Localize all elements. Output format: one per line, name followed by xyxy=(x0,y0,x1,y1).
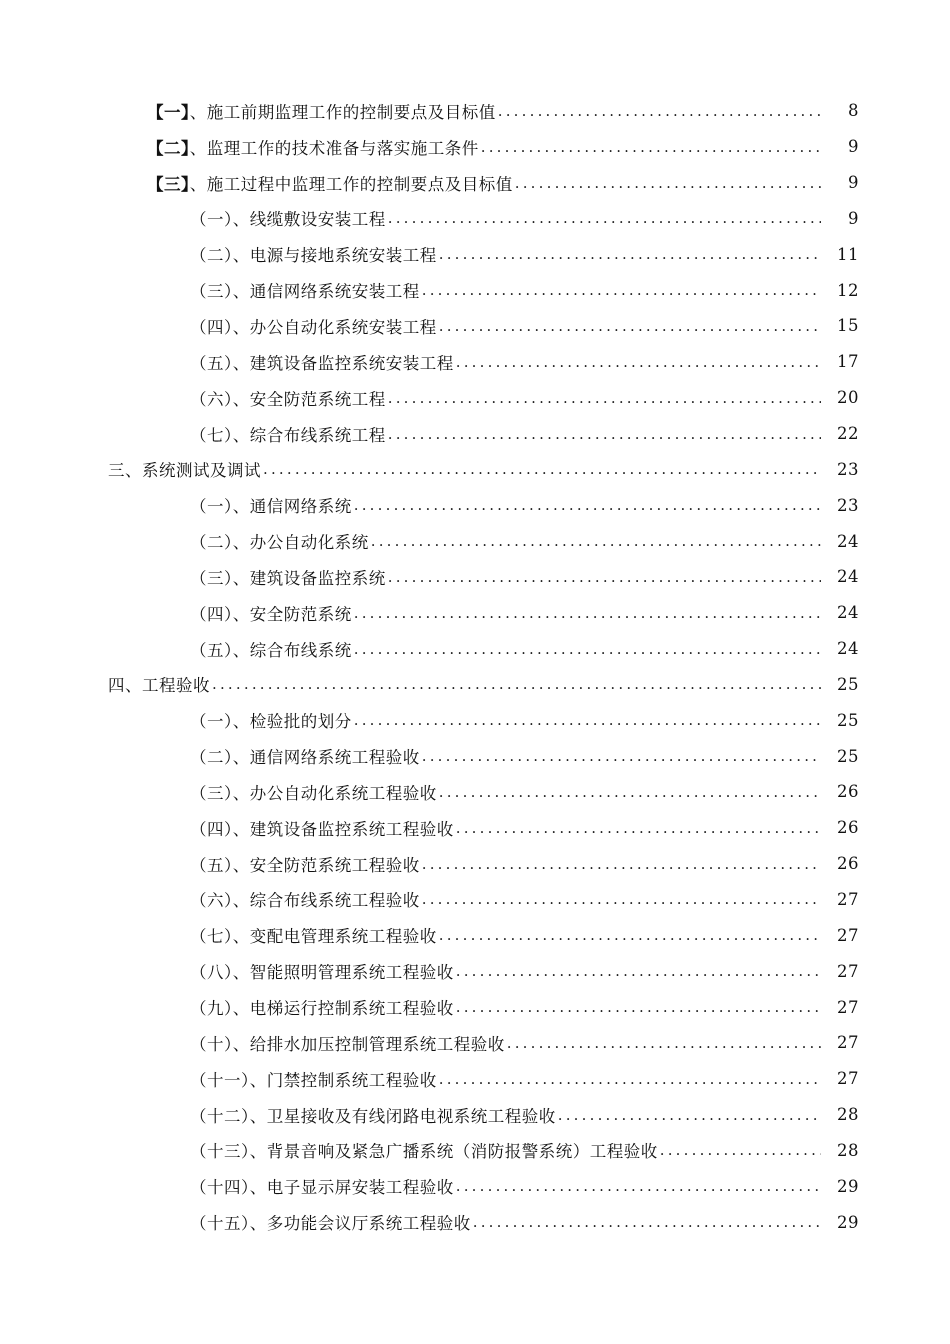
dot-leader xyxy=(439,1070,821,1088)
toc-entry-text: （七）、综合布线系统工程 xyxy=(190,425,386,445)
toc-page-number: 12 xyxy=(837,280,859,300)
toc-entry-title xyxy=(190,493,352,517)
toc-entry-marker: 【三】 xyxy=(147,174,190,194)
toc-page-number: 9 xyxy=(848,208,859,228)
toc-entry[interactable] xyxy=(0,129,950,165)
toc-entry-title xyxy=(147,171,513,195)
dot-leader xyxy=(439,783,821,801)
toc-entry[interactable] xyxy=(0,93,950,129)
toc-entry-title xyxy=(190,744,420,768)
dot-leader xyxy=(456,962,821,980)
dot-leader xyxy=(456,1177,821,1195)
toc-page-number: 8 xyxy=(848,101,859,121)
toc-page-number: 17 xyxy=(837,352,859,372)
toc-page-number: 27 xyxy=(837,889,859,909)
toc-entry-title xyxy=(108,457,261,481)
toc-entry-title xyxy=(108,672,210,696)
toc-entry-title xyxy=(190,1103,556,1127)
toc-entry-title xyxy=(190,923,437,947)
toc-page-number: 22 xyxy=(837,424,859,444)
toc-entry[interactable] xyxy=(0,344,950,380)
toc-page-number: 29 xyxy=(837,1176,859,1196)
toc-entry-title xyxy=(190,708,352,732)
dot-leader xyxy=(388,425,821,443)
toc-entry-title xyxy=(147,135,479,159)
toc-entry-text: 三、系统测试及调试 xyxy=(108,461,261,481)
dot-leader xyxy=(660,1141,821,1159)
toc-entry-title xyxy=(190,1138,658,1162)
dot-leader xyxy=(422,281,821,299)
toc-entry-text: （七）、变配电管理系统工程验收 xyxy=(190,927,437,947)
toc-entry-text: 、施工前期监理工作的控制要点及目标值 xyxy=(189,102,496,122)
dot-leader xyxy=(481,138,821,156)
toc-page-number: 26 xyxy=(837,782,859,802)
toc-entry-marker: 【一】 xyxy=(147,102,190,122)
toc-entry-text: （一）、检验批的划分 xyxy=(190,712,352,732)
toc-page-number: 29 xyxy=(837,1212,859,1232)
toc-page-number: 26 xyxy=(837,854,859,874)
toc-page-number: 26 xyxy=(837,818,859,838)
toc-entry[interactable] xyxy=(0,917,950,953)
toc-entry-title xyxy=(190,350,454,374)
toc-entry-marker: 【二】 xyxy=(147,138,190,158)
toc-entry-text: （五）、安全防范系统工程验收 xyxy=(190,855,420,875)
toc-entry-text: 四、工程验收 xyxy=(108,676,210,696)
toc-entry-text: （二）、电源与接地系统安装工程 xyxy=(190,246,437,266)
toc-entry-title xyxy=(190,1210,471,1234)
toc-entry[interactable] xyxy=(0,738,950,774)
toc-entry[interactable] xyxy=(0,308,950,344)
toc-entry[interactable] xyxy=(0,236,950,272)
dot-leader xyxy=(388,568,821,586)
toc-entry-title xyxy=(190,780,437,804)
toc-entry[interactable] xyxy=(0,487,950,523)
dot-leader xyxy=(456,353,821,371)
toc-entry-text: （一）、线缆敷设安装工程 xyxy=(190,210,386,230)
toc-entry[interactable] xyxy=(0,702,950,738)
toc-entry-title xyxy=(190,386,386,410)
toc-page-number: 23 xyxy=(837,495,859,515)
toc-entry[interactable] xyxy=(0,989,950,1025)
toc-page-number: 24 xyxy=(837,531,859,551)
toc-page-number: 27 xyxy=(837,961,859,981)
toc-entry-title xyxy=(190,314,437,338)
toc-entry-title xyxy=(190,816,454,840)
dot-leader xyxy=(354,640,821,658)
toc-entry[interactable] xyxy=(0,774,950,810)
dot-leader xyxy=(212,675,821,693)
dot-leader xyxy=(498,102,821,120)
toc-entry-text: （二）、办公自动化系统 xyxy=(190,533,369,553)
toc-entry[interactable] xyxy=(0,846,950,882)
toc-entry[interactable] xyxy=(0,810,950,846)
dot-leader xyxy=(354,711,821,729)
toc-entry[interactable] xyxy=(0,380,950,416)
toc-entry-text: （三）、建筑设备监控系统 xyxy=(190,568,386,588)
toc-entry-title xyxy=(190,242,437,266)
toc-entry[interactable] xyxy=(0,667,950,703)
toc-entry[interactable] xyxy=(0,165,950,201)
toc-entry-title xyxy=(190,852,420,876)
dot-leader xyxy=(473,1213,821,1231)
toc-entry-text: （九）、电梯运行控制系统工程验收 xyxy=(190,999,454,1019)
dot-leader xyxy=(558,1106,821,1124)
toc-entry-title xyxy=(190,565,386,589)
toc-entry[interactable] xyxy=(0,1097,950,1133)
toc-entry[interactable] xyxy=(0,451,950,487)
toc-page-number: 20 xyxy=(837,388,859,408)
toc-entry-text: （一）、通信网络系统 xyxy=(190,497,352,517)
dot-leader xyxy=(422,855,821,873)
toc-entry-text: （十三）、背景音响及紧急广播系统（消防报警系统）工程验收 xyxy=(190,1142,658,1162)
toc-entry-text: （五）、建筑设备监控系统安装工程 xyxy=(190,353,454,373)
toc-entry-title xyxy=(190,995,454,1019)
toc-page-number: 28 xyxy=(837,1140,859,1160)
dot-leader xyxy=(263,460,821,478)
toc-entry-title xyxy=(190,959,454,983)
dot-leader xyxy=(439,245,821,263)
toc-entry-title xyxy=(190,637,352,661)
toc-entry-text: （二）、通信网络系统工程验收 xyxy=(190,748,420,768)
toc-page-number: 24 xyxy=(837,567,859,587)
toc-page-number: 28 xyxy=(837,1105,859,1125)
toc-entry-title xyxy=(190,1174,454,1198)
toc-page-number: 24 xyxy=(837,639,859,659)
toc-entry[interactable] xyxy=(0,523,950,559)
toc-entry[interactable] xyxy=(0,1132,950,1168)
toc-entry[interactable] xyxy=(0,1061,950,1097)
toc-entry-title xyxy=(190,422,386,446)
toc-entry-text: （八）、智能照明管理系统工程验收 xyxy=(190,963,454,983)
toc-entry-text: （十四）、电子显示屏安装工程验收 xyxy=(190,1178,454,1198)
toc-entry-text: （五）、综合布线系统 xyxy=(190,640,352,660)
toc-page-number: 25 xyxy=(837,710,859,730)
dot-leader xyxy=(439,317,821,335)
toc-entry-text: （十一）、门禁控制系统工程验收 xyxy=(190,1070,437,1090)
toc-entry[interactable] xyxy=(0,1168,950,1204)
toc-entry-title xyxy=(190,1067,437,1091)
toc-entry-title xyxy=(190,1031,505,1055)
toc-page-number: 11 xyxy=(837,244,859,264)
dot-leader xyxy=(388,389,821,407)
toc-entry[interactable] xyxy=(0,559,950,595)
toc-entry-text: （十二）、卫星接收及有线闭路电视系统工程验收 xyxy=(190,1106,556,1126)
toc-entry[interactable] xyxy=(0,953,950,989)
dot-leader xyxy=(422,890,821,908)
toc-entry-text: （六）、综合布线系统工程验收 xyxy=(190,891,420,911)
dot-leader xyxy=(388,209,821,227)
dot-leader xyxy=(456,819,821,837)
toc-entry[interactable] xyxy=(0,882,950,918)
dot-leader xyxy=(456,998,821,1016)
toc-page-number: 24 xyxy=(837,603,859,623)
toc-entry-title xyxy=(190,601,352,625)
toc-entry[interactable] xyxy=(0,416,950,452)
toc-entry[interactable] xyxy=(0,595,950,631)
toc-entry-title xyxy=(190,278,420,302)
toc-page-number: 25 xyxy=(837,674,859,694)
dot-leader xyxy=(515,174,821,192)
dot-leader xyxy=(422,747,821,765)
toc-entry-title xyxy=(147,99,496,123)
toc-entry[interactable] xyxy=(0,631,950,667)
toc-page-number: 27 xyxy=(837,925,859,945)
toc-entry-text: （三）、通信网络系统安装工程 xyxy=(190,282,420,302)
toc-entry-text: （四）、办公自动化系统安装工程 xyxy=(190,317,437,337)
toc-entry[interactable] xyxy=(0,1204,950,1240)
toc-entry-text: （十）、给排水加压控制管理系统工程验收 xyxy=(190,1034,505,1054)
dot-leader xyxy=(507,1034,821,1052)
toc-entry[interactable] xyxy=(0,201,950,237)
toc-entry[interactable] xyxy=(0,272,950,308)
dot-leader xyxy=(354,604,821,622)
toc-entry-text: 、监理工作的技术准备与落实施工条件 xyxy=(189,138,479,158)
toc-entry-text: （六）、安全防范系统工程 xyxy=(190,389,386,409)
toc-entry-text: （十五）、多功能会议厅系统工程验收 xyxy=(190,1214,471,1234)
toc-entry-text: （四）、安全防范系统 xyxy=(190,604,352,624)
dot-leader xyxy=(439,926,821,944)
table-of-contents xyxy=(0,93,950,1240)
toc-page-number: 25 xyxy=(837,746,859,766)
toc-page-number: 9 xyxy=(848,173,859,193)
toc-entry-text: 、施工过程中监理工作的控制要点及目标值 xyxy=(189,174,513,194)
toc-page-number: 9 xyxy=(848,137,859,157)
toc-entry-text: （四）、建筑设备监控系统工程验收 xyxy=(190,819,454,839)
dot-leader xyxy=(371,532,821,550)
toc-page-number: 27 xyxy=(837,1069,859,1089)
toc-page-number: 15 xyxy=(837,316,859,336)
toc-page-number: 27 xyxy=(837,997,859,1017)
toc-page-number: 27 xyxy=(837,1033,859,1053)
toc-entry-title xyxy=(190,206,386,230)
dot-leader xyxy=(354,496,821,514)
toc-entry-title xyxy=(190,887,420,911)
toc-entry-text: （三）、办公自动化系统工程验收 xyxy=(190,783,437,803)
toc-page-number: 23 xyxy=(837,459,859,479)
toc-entry[interactable] xyxy=(0,1025,950,1061)
toc-entry-title xyxy=(190,529,369,553)
